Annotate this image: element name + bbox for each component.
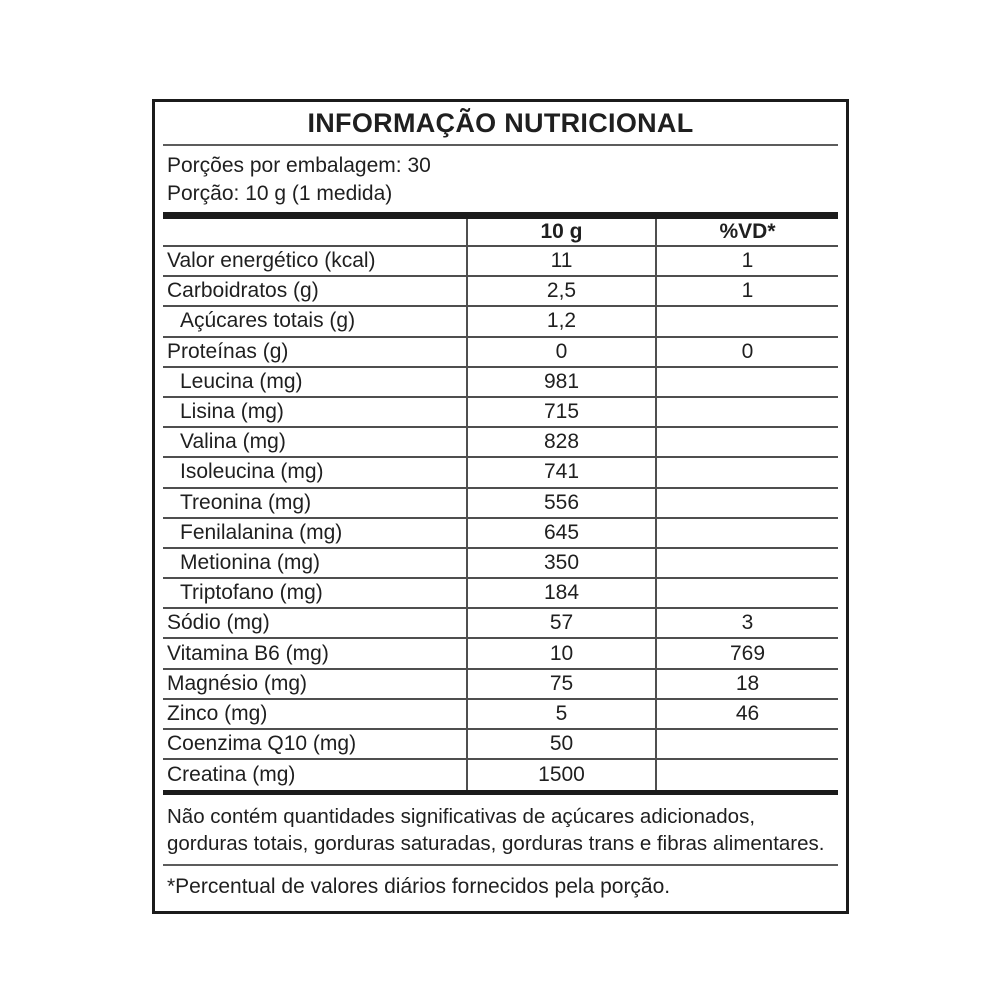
- table-row: [163, 428, 838, 458]
- no-significant-amounts-note: [155, 795, 846, 864]
- nutrient-vd: 1: [655, 247, 838, 275]
- nutrient-label: Fenilalanina (mg): [180, 520, 343, 544]
- table-row: [163, 639, 838, 669]
- nutrient-label: Zinco (mg): [167, 701, 268, 725]
- nutrient-label: Carboidratos (g): [167, 279, 319, 303]
- nutrient-amount: 350: [466, 549, 655, 577]
- table-row: [163, 338, 838, 368]
- nutrient-vd: 769: [655, 639, 838, 667]
- nutrient-vd: [655, 458, 838, 486]
- nutrient-amount: 645: [466, 519, 655, 547]
- nutrient-vd: [655, 489, 838, 517]
- nutrient-amount: 11: [466, 247, 655, 275]
- table-row: [163, 519, 838, 549]
- nutrient-label: Metionina (mg): [180, 550, 321, 574]
- table-header-row: [163, 219, 838, 247]
- no-significant-line-2: gorduras totais, gorduras saturadas, gorduras trans e fibras alimentares.: [167, 832, 825, 856]
- table-row: [163, 609, 838, 639]
- nutrient-vd: [655, 519, 838, 547]
- nutrient-label: Magnésio (mg): [167, 671, 308, 695]
- nutrient-label: Coenzima Q10 (mg): [167, 732, 357, 756]
- table-row: [163, 579, 838, 609]
- nutrient-amount: 184: [466, 579, 655, 607]
- daily-value-footnote: *Percentual de valores diários fornecidos pela porção.: [167, 875, 671, 899]
- table-row: [163, 368, 838, 398]
- nutrient-amount: 2,5: [466, 277, 655, 305]
- nutrient-vd: [655, 398, 838, 426]
- nutrient-amount: 556: [466, 489, 655, 517]
- nutrient-vd: 0: [655, 338, 838, 366]
- table-row: [163, 730, 838, 760]
- label-title: INFORMAÇÃO NUTRICIONAL: [307, 107, 694, 138]
- nutrient-label: Açúcares totais (g): [180, 309, 356, 333]
- nutrient-label: Valina (mg): [180, 430, 286, 454]
- table-row: [163, 307, 838, 337]
- nutrient-vd: 3: [655, 609, 838, 637]
- nutrient-vd: 46: [655, 700, 838, 728]
- table-row: [163, 760, 838, 790]
- nutrient-amount: 57: [466, 609, 655, 637]
- table-row: [163, 670, 838, 700]
- nutrition-label: [152, 99, 849, 914]
- table-row: [163, 277, 838, 307]
- nutrient-amount: 981: [466, 368, 655, 396]
- nutrient-amount: 741: [466, 458, 655, 486]
- nutrient-vd: [655, 307, 838, 335]
- nutrient-label: Sódio (mg): [167, 611, 270, 635]
- table-row: [163, 489, 838, 519]
- nutrient-vd: [655, 428, 838, 456]
- nutrient-label: Triptofano (mg): [180, 581, 323, 605]
- nutrient-amount: 715: [466, 398, 655, 426]
- portion-size: Porção: 10 g (1 medida): [167, 182, 393, 205]
- nutrient-amount: 5: [466, 700, 655, 728]
- header-vd-column: %VD*: [655, 219, 838, 245]
- header-blank-cell: [163, 219, 466, 245]
- nutrient-label: Leucina (mg): [180, 369, 303, 393]
- nutrient-vd: 1: [655, 277, 838, 305]
- nutrient-label: Lisina (mg): [180, 400, 284, 424]
- nutrient-label: Treonina (mg): [180, 490, 312, 514]
- nutrient-amount: 50: [466, 730, 655, 758]
- table-row: [163, 549, 838, 579]
- no-significant-line-1: Não contém quantidades significativas de açúcares adicionados,: [167, 805, 756, 829]
- nutrient-amount: 75: [466, 670, 655, 698]
- servings-per-package: Porções por embalagem: 30: [167, 154, 431, 177]
- nutrient-label: Valor energético (kcal): [167, 249, 376, 273]
- nutrient-amount: 0: [466, 338, 655, 366]
- nutrient-amount: 828: [466, 428, 655, 456]
- nutrient-amount: 10: [466, 639, 655, 667]
- table-row: [163, 247, 838, 277]
- table-row: [163, 398, 838, 428]
- nutrient-vd: [655, 368, 838, 396]
- nutrient-vd: [655, 730, 838, 758]
- nutrient-label: Vitamina B6 (mg): [167, 641, 329, 665]
- nutrient-vd: 18: [655, 670, 838, 698]
- header-thick-bar: [163, 212, 838, 219]
- nutrient-label: Creatina (mg): [167, 763, 296, 787]
- nutrient-vd: [655, 549, 838, 577]
- nutrition-table: [163, 219, 838, 790]
- nutrient-vd: [655, 760, 838, 790]
- serving-info: [155, 146, 846, 210]
- table-row: [163, 700, 838, 730]
- nutrient-amount: 1,2: [466, 307, 655, 335]
- nutrient-label: Proteínas (g): [167, 339, 289, 363]
- header-amount-column: 10 g: [466, 219, 655, 245]
- nutrient-amount: 1500: [466, 760, 655, 790]
- nutrient-vd: [655, 579, 838, 607]
- nutrient-label: Isoleucina (mg): [180, 460, 324, 484]
- table-row: [163, 458, 838, 488]
